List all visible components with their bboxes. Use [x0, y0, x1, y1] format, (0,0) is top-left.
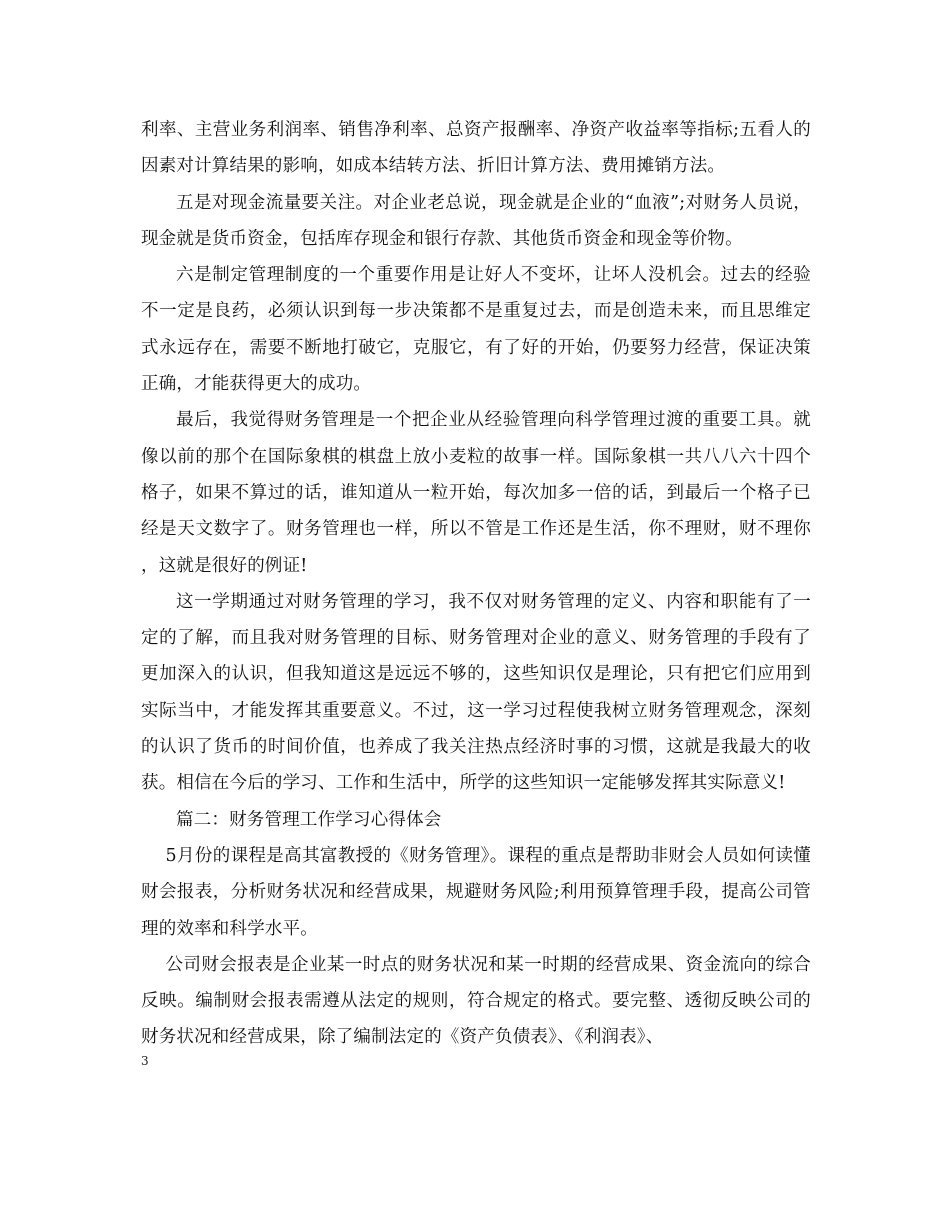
page-number: 3	[141, 1054, 149, 1068]
paragraph-conclusion: 最后，我觉得财务管理是一个把企业从经验管理向科学管理过渡的重要工具。就像以前的那个在国际象棋的棋盘上放小麦粒的故事一样。国际象棋一共八八六十四个格子，如果不算过的话，谁知道从一粒开始，每次加多一倍的话，到最后一个格子已经是天文数字了。财务管理也一样，所以不管是工作还是生活，你不理财，财不理你，这就是很好的例证!	[141, 410, 811, 576]
paragraph-continuation: 利率、主营业务利润率、销售净利率、总资产报酬率、净资产收益率等指标;五看人的因素对计算结果的影响，如成本结转方法、折旧计算方法、费用摊销方法。	[141, 120, 811, 177]
paragraph-financial-statements: 公司财会报表是企业某一时点的财务状况和某一时期的经营成果、资金流向的综合反映。编制财会报表需遵从法定的规则，符合规定的格式。要完整、透彻反映公司的财务状况和经营成果，除了编制法定的《资产负债表》、《利润表》、	[141, 954, 811, 1048]
section-heading: 篇二：财务管理工作学习心得体会	[176, 809, 442, 830]
paragraph-semester-summary: 这一学期通过对财务管理的学习，我不仅对财务管理的定义、内容和职能有了一定的了解，而且我对财务管理的目标、财务管理对企业的意义、财务管理的手段有了更加深入的认识，但我知道这是远远不够的，这些知识仅是理论，只有把它们应用到实际当中，才能发挥其重要意义。不过，这一学习过程使我树立财务管理观念，深刻的认识了货币的时间价值，也养成了我关注热点经济时事的习惯，这就是我最大的收获。相信在今后的学习、工作和生活中，所学的这些知识一定能够发挥其实际意义!	[141, 591, 811, 794]
paragraph-course-intro: 5月份的课程是高其富教授的《财务管理》。课程的重点是帮助非财会人员如何读懂财会报表，分析财务状况和经营成果，规避财务风险;利用预算管理手段，提高公司管理的效率和科学水平。	[141, 845, 811, 939]
paragraph-management-system: 六是制定管理制度的一个重要作用是让好人不变坏，让坏人没机会。过去的经验不一定是良药，必须认识到每一步决策都不是重复过去，而是创造未来，而且思维定式永远存在，需要不断地打破它，克服它，有了好的开始，仍要努力经营，保证决策正确，才能获得更大的成功。	[141, 265, 811, 395]
body-text	[141, 112, 811, 1056]
paragraph-cash-flow: 五是对现金流量要关注。对企业老总说，现金就是企业的“血液”;对财务人员说，现金就是货币资金，包括库存现金和银行存款、其他货币资金和现金等价物。	[141, 192, 811, 249]
